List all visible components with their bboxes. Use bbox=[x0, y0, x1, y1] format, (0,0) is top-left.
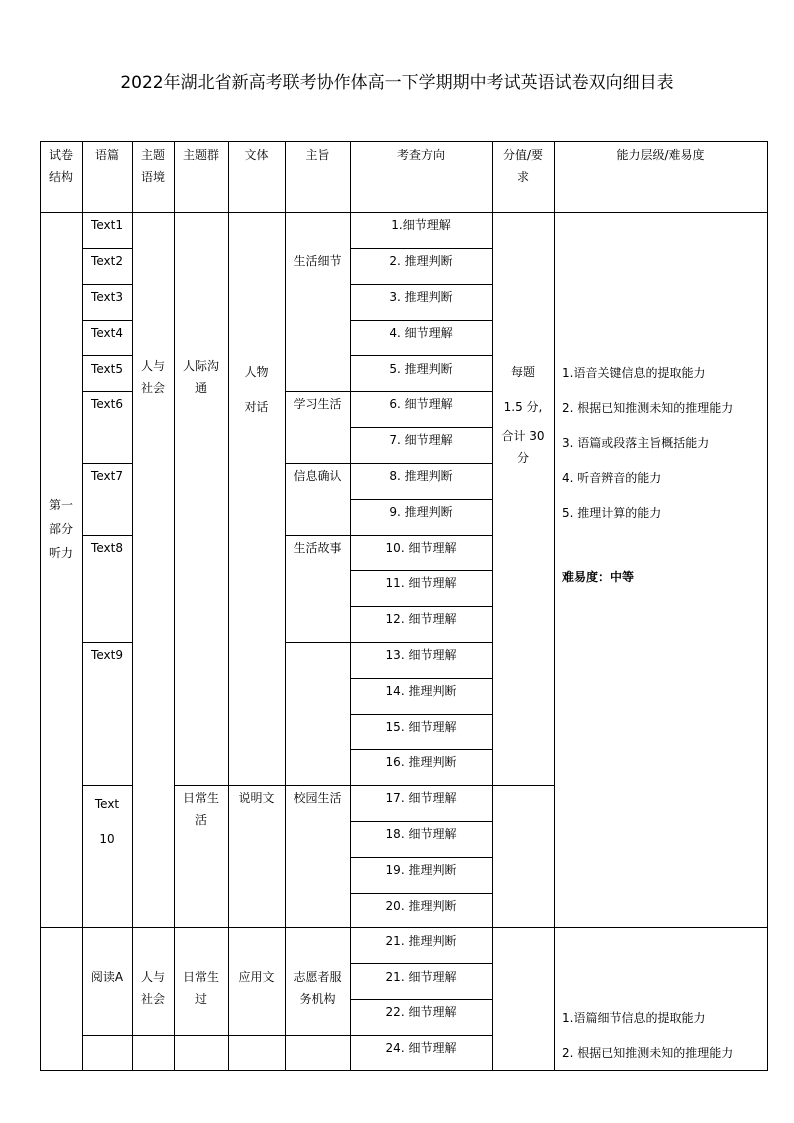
row-line bbox=[82, 320, 132, 321]
row-line bbox=[350, 535, 492, 536]
row-line bbox=[82, 785, 132, 786]
row-line bbox=[350, 1035, 492, 1036]
row-line bbox=[82, 284, 132, 285]
part2-context: 人与 社会 bbox=[140, 970, 165, 1006]
col-line bbox=[554, 141, 555, 1071]
question-cell: 7. 细节理解 bbox=[389, 433, 453, 447]
row-line bbox=[350, 284, 492, 285]
gist-campus-life: 校园生活 bbox=[293, 791, 342, 805]
row-line bbox=[350, 678, 492, 679]
row-line bbox=[285, 785, 350, 786]
col-line bbox=[492, 141, 493, 1071]
question-cell: 12. 细节理解 bbox=[385, 612, 457, 626]
passage-text7: Text7 bbox=[91, 469, 123, 483]
row-line bbox=[82, 248, 132, 249]
passage-text9: Text9 bbox=[91, 648, 123, 662]
question-cell: 24. 细节理解 bbox=[385, 1041, 457, 1055]
header-theme-group: 主题群 bbox=[182, 148, 219, 162]
col-line bbox=[174, 141, 175, 1071]
part2-genre: 应用文 bbox=[238, 970, 275, 984]
col-line bbox=[40, 141, 41, 1071]
passage-text6: Text6 bbox=[91, 397, 123, 411]
question-cell: 6. 细节理解 bbox=[389, 397, 453, 411]
row-line bbox=[350, 893, 492, 894]
row-line bbox=[82, 642, 132, 643]
question-cell: 21. 推理判断 bbox=[385, 934, 457, 948]
row-line bbox=[174, 785, 285, 786]
col-line bbox=[132, 141, 133, 1071]
passage-text8: Text8 bbox=[91, 541, 123, 555]
question-cell: 20. 推理判断 bbox=[385, 899, 457, 913]
passage-text1: Text1 bbox=[91, 218, 123, 232]
question-cell: 8. 推理判断 bbox=[389, 469, 453, 483]
question-cell: 13. 细节理解 bbox=[385, 648, 457, 662]
passage-reading-a: 阅读A bbox=[90, 970, 124, 984]
row-line bbox=[285, 642, 350, 643]
part1-theme-group-b: 日常生 活 bbox=[182, 791, 219, 827]
row-line bbox=[350, 391, 492, 392]
header-genre: 文体 bbox=[244, 148, 269, 162]
header-structure: 试卷 结构 bbox=[48, 148, 73, 184]
part1-theme-group-a: 人际沟 通 bbox=[182, 359, 219, 395]
row-line bbox=[350, 642, 492, 643]
passage-text3: Text3 bbox=[91, 290, 123, 304]
question-cell: 17. 细节理解 bbox=[385, 791, 457, 805]
part1-genre-a: 人物 对话 bbox=[244, 365, 269, 414]
row-line bbox=[350, 606, 492, 607]
question-cell: 2. 推理判断 bbox=[389, 254, 453, 268]
header-passage: 语篇 bbox=[94, 148, 119, 162]
row-line bbox=[132, 1035, 285, 1036]
question-cell: 5. 推理判断 bbox=[389, 362, 453, 376]
col-line bbox=[285, 141, 286, 1071]
part1-genre-b: 说明文 bbox=[238, 791, 275, 805]
header-score: 分值/要 求 bbox=[502, 148, 544, 184]
header-bottom-line bbox=[40, 212, 767, 213]
passage-text10: Text 10 bbox=[94, 797, 120, 846]
row-line bbox=[492, 785, 554, 786]
header-gist: 主旨 bbox=[305, 148, 330, 162]
gist-study-life: 学习生活 bbox=[293, 397, 342, 411]
row-line bbox=[350, 749, 492, 750]
row-line bbox=[82, 355, 132, 356]
part1-abilities: 1.语音关键信息的提取能力 2. 根据已知推测未知的推理能力 3. 语篇或段落主旨概括能力 4. 听音辨音的能力 5. 推理计算的能力 bbox=[562, 366, 734, 520]
row-line bbox=[350, 714, 492, 715]
row-line bbox=[350, 427, 492, 428]
gist-info-confirm: 信息确认 bbox=[293, 469, 342, 483]
row-line bbox=[350, 963, 492, 964]
row-line bbox=[82, 535, 132, 536]
part1-score: 每题 1.5 分, 合计 30 分 bbox=[501, 365, 545, 465]
part2-gist: 志愿者服 务机构 bbox=[293, 970, 342, 1006]
row-line bbox=[350, 821, 492, 822]
part2-theme-group: 日常生 过 bbox=[182, 970, 219, 1006]
part1-context: 人与 社会 bbox=[140, 359, 165, 395]
question-cell: 3. 推理判断 bbox=[389, 290, 453, 304]
col-line bbox=[228, 141, 229, 1071]
gist-life-story: 生活故事 bbox=[293, 541, 342, 555]
row-line bbox=[350, 785, 492, 786]
row-line bbox=[285, 391, 350, 392]
col-line bbox=[82, 141, 83, 1071]
row-line bbox=[350, 355, 492, 356]
passage-text4: Text4 bbox=[91, 326, 123, 340]
page-title: 2022年湖北省新高考联考协作体高一下学期期中考试英语试卷双向细目表 bbox=[120, 73, 674, 93]
question-cell: 4. 细节理解 bbox=[389, 326, 453, 340]
gist-life-details: 生活细节 bbox=[293, 254, 342, 268]
row-line bbox=[82, 391, 132, 392]
passage-text2: Text2 bbox=[91, 254, 123, 268]
header-context: 主题 语境 bbox=[140, 148, 165, 184]
question-cell: 22. 细节理解 bbox=[385, 1005, 457, 1019]
row-line bbox=[350, 999, 492, 1000]
question-cell: 14. 推理判断 bbox=[385, 684, 457, 698]
row-line bbox=[285, 535, 350, 536]
header-ability: 能力层级/难易度 bbox=[616, 148, 705, 162]
question-cell: 1.细节理解 bbox=[391, 218, 451, 232]
question-cell: 9. 推理判断 bbox=[389, 505, 453, 519]
row-line bbox=[350, 499, 492, 500]
header-direction: 考查方向 bbox=[396, 148, 445, 162]
row-line bbox=[82, 463, 132, 464]
question-cell: 19. 推理判断 bbox=[385, 863, 457, 877]
row-line bbox=[285, 1035, 350, 1036]
row-line bbox=[350, 857, 492, 858]
row-line bbox=[350, 463, 492, 464]
part1-label: 第一 部分 听力 bbox=[48, 498, 73, 560]
question-cell: 11. 细节理解 bbox=[385, 576, 457, 590]
row-line bbox=[82, 1035, 132, 1036]
passage-text5: Text5 bbox=[91, 362, 123, 376]
row-line bbox=[285, 463, 350, 464]
question-cell: 16. 推理判断 bbox=[385, 755, 457, 769]
row-line bbox=[350, 570, 492, 571]
question-cell: 18. 细节理解 bbox=[385, 827, 457, 841]
table-border-top bbox=[40, 141, 767, 142]
question-cell: 10. 细节理解 bbox=[385, 541, 457, 555]
part1-bottom-line bbox=[40, 927, 767, 928]
part1-difficulty: 难易度：中等 bbox=[562, 570, 635, 584]
part2-abilities: 1.语篇细节信息的提取能力 2. 根据已知推测未知的推理能力 bbox=[562, 1011, 734, 1060]
row-line bbox=[350, 320, 492, 321]
question-cell: 21. 细节理解 bbox=[385, 970, 457, 984]
row-line bbox=[350, 248, 492, 249]
col-line bbox=[767, 141, 768, 1071]
question-cell: 15. 细节理解 bbox=[385, 720, 457, 734]
